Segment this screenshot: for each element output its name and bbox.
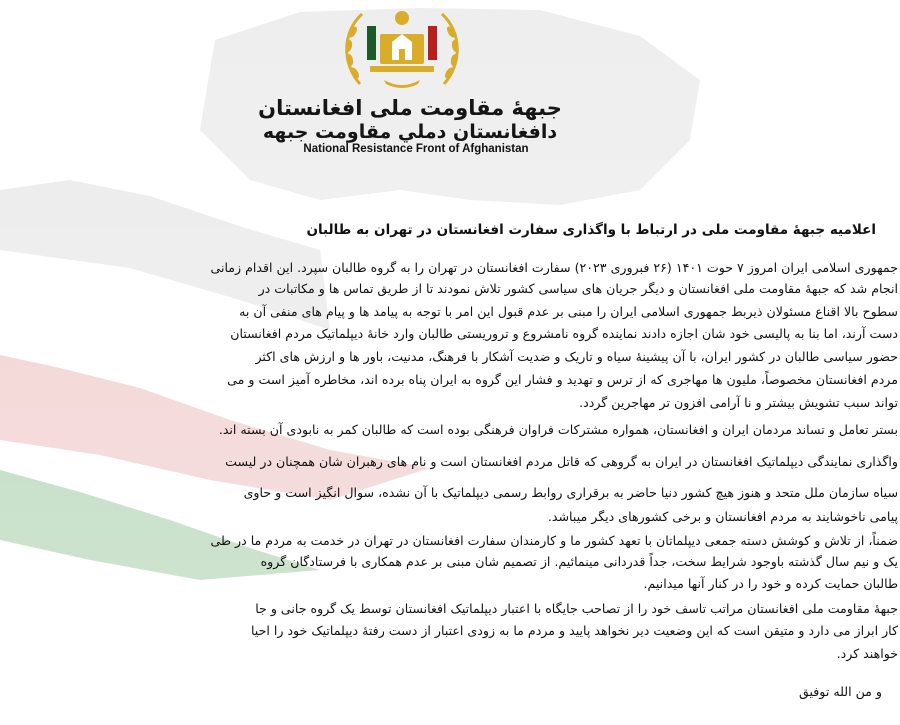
- statement-title: اعلامیه جبههٔ مقاومت ملی در ارتباط با واگذاری سفارت افغانستان در تهران به طالبان: [306, 222, 876, 238]
- body-line: کار ابراز می دارد و متیقن است که این وضعیت دیر نخواهد پایید و مردم ما به زودی اعتبار از دست رفتهٔ دیپلماتیک خود را احیا: [250, 623, 898, 638]
- body-line: سیاه سازمان ملل متحد و هنوز هیچ کشور دنیا حاضر به برقراری روابط رسمی دیپلماتیک با آن نشده، سوال انگیز است و حاوی: [243, 485, 898, 500]
- org-name-dari: جبههٔ مقاومت ملی افغانستان: [258, 96, 562, 120]
- body-line: یک و نیم سال گذشته باوجود شرایط سخت، جداً قدردانی مینمائیم. از تصمیم شان مبنی بر عدم همکاری با فرستادگان گروه: [260, 554, 898, 569]
- body-line: بستر تعامل و تساند مردمان ایران و افغانستان، همواره مشترکات فراوان فرهنگی بوده است که طالبان کمر به نابودی آن بسته اند.: [218, 422, 898, 437]
- org-name-english: National Resistance Front of Afghanistan: [303, 143, 529, 155]
- body-line: جبههٔ مقاومت ملی افغانستان مراتب تاسف خود را از تصاحب جایگاه با اعتبار دیپلماتیک افغانستان توسط یک گروه جانی و جا: [255, 601, 898, 616]
- body-line: سطوح بالا اقناع مسئولان ذیربط جمهوری اسلامی ایران را مبنی بر عدم قبول این امر با توجه به پیامد ها و پیام های منفی آن به: [239, 304, 898, 319]
- body-line: ضمناً، از تلاش و کوشش دسته جمعی دیپلماتان با تعهد کشور ما و کارمندان سفارت افغانستان در تهران در خدمت به مردم ما در طی: [210, 533, 898, 548]
- body-line: حضور سیاسی طالبان در کشور ایران، با آن پیشینهٔ سیاه و تاریک و ضدیت آشکار با فرهنگ، مدنیت، باور ها و ارزش های اکثر: [255, 349, 898, 364]
- body-line: دست آرند، اما بنا به پالیسی خود شان اجازه دادند نماینده گروه نامشروع و تروریستی طالبان وارد خانهٔ دیپلماتیک مردم افغانستان: [230, 326, 898, 341]
- body-line: تواند سبب تشویش بیشتر و نا آرامی افزون تر مهاجرین گردد.: [579, 395, 898, 410]
- closing-phrase: و من الله توفیق: [798, 684, 882, 699]
- body-line: پیامی ناخوشایند به مردم افغانستان و برخی کشورهای دیگر میباشد.: [547, 509, 898, 524]
- body-line: انجام شد که جبههٔ مقاومت ملی افغانستان و دیگر جریان های سیاسی کشور تلاش نمودند تا از طریق تماس ها و مکاتبات در: [258, 281, 898, 296]
- body-line: خواهند کرد.: [836, 646, 898, 661]
- body-line: مردم افغانستان مخصوصاً، ملیون ها مهاجری که از ترس و تهدید و فشار این گروه به ایران پناه برده اند، مخاطره آمیز است و می: [227, 372, 898, 387]
- org-name-pashto: دافغانستان دملي مقاومت جبهه: [262, 121, 558, 143]
- body-line: جمهوری اسلامی ایران امروز ۷ حوت ۱۴۰۱ (۲۶ فبروری ۲۰۲۳) سفارت افغانستان در تهران را به گروه طالبان سپرد. این اقدام زمانی: [210, 260, 898, 275]
- body-line: واگذاری نمایندگی دیپلماتیک افغانستان در ایران به گروهی که قاتل مردم افغانستان است و نام های رهبران شان همچنان در لیست: [225, 454, 898, 469]
- body-line: طالبان حمایت کرده و خود را در کنار آنها میدانیم.: [643, 576, 898, 591]
